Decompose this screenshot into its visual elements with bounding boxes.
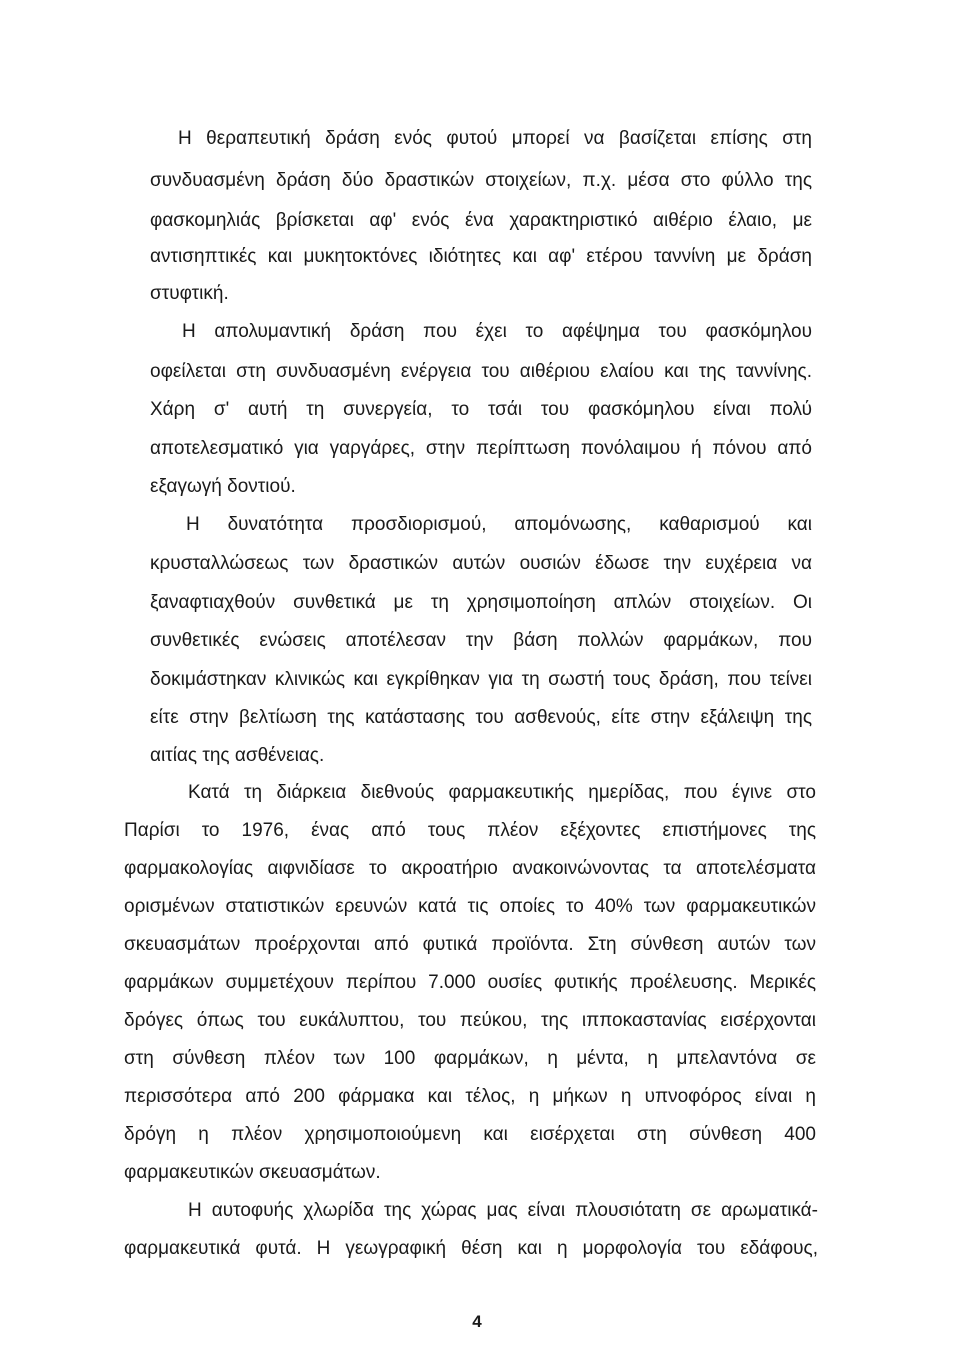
paragraph-line: στυφτική. bbox=[150, 283, 229, 304]
paragraph-line: ορισμένων στατιστικών ερευνών κατά τις οποίες το 40% των φαρμακευτικών bbox=[124, 896, 816, 917]
paragraph-line: αποτελεσματικό για γαργάρες, στην περίπτωση πονόλαιμου ή πόνου από bbox=[150, 438, 812, 459]
paragraph-line: δρόγες όπως του ευκάλυπτου, του πεύκου, της ιπποκαστανίας εισέρχονται bbox=[124, 1010, 816, 1031]
paragraph-line: φαρμακευτικών σκευασμάτων. bbox=[124, 1162, 381, 1183]
paragraph-line: Χάρη σ' αυτή τη συνεργεία, το τσάι του φασκόμηλου είναι πολύ bbox=[150, 399, 812, 420]
paragraph-line: περισσότερα από 200 φάρμακα και τέλος, η μήκων η υπνοφόρος είναι η bbox=[124, 1086, 816, 1107]
paragraph-line: είτε στην βελτίωση της κατάστασης του ασθενούς, είτε στην εξάλειψη της bbox=[150, 707, 812, 728]
paragraph-line: Κατά τη διάρκεια διεθνούς φαρμακευτικής ημερίδας, που έγινε στο bbox=[188, 782, 816, 803]
paragraph-line: Η αυτοφυής χλωρίδα της χώρας μας είναι πλουσιότατη σε αρωματικά- bbox=[188, 1200, 818, 1221]
paragraph-line: συνθετικές ενώσεις αποτέλεσαν την βάση πολλών φαρμάκων, που bbox=[150, 630, 812, 651]
paragraph-line: Η απολυμαντική δράση που έχει το αφέψημα του φασκόμηλου bbox=[182, 321, 812, 342]
paragraph-line: φασκομηλιάς βρίσκεται αφ' ενός ένα χαρακτηριστικό αιθέριο έλαιο, με bbox=[150, 210, 812, 231]
paragraph-line: φαρμάκων συμμετέχουν περίπου 7.000 ουσίες φυτικής προέλευσης. Μερικές bbox=[124, 972, 816, 993]
paragraph-line: Η δυνατότητα προσδιορισμού, απομόνωσης, καθαρισμού και bbox=[186, 514, 812, 535]
paragraph-line: συνδυασμένη δράση δύο δραστικών στοιχείων, π.χ. μέσα στο φύλλο της bbox=[150, 170, 812, 191]
paragraph-line: Παρίσι το 1976, ένας από τους πλέον εξέχοντες επιστήμονες της bbox=[124, 820, 816, 841]
paragraph-line: εξαγωγή δοντιού. bbox=[150, 476, 296, 497]
paragraph-line: φαρμακευτικά φυτά. Η γεωγραφική θέση και η μορφολογία του εδάφους, bbox=[124, 1238, 818, 1259]
paragraph-line: δοκιμάστηκαν κλινικώς και εγκρίθηκαν για τη σωστή τους δράση, που τείνει bbox=[150, 669, 812, 690]
paragraph-line: αντισηπτικές και μυκητοκτόνες ιδιότητες και αφ' ετέρου ταννίνη με δράση bbox=[150, 246, 812, 267]
paragraph-line: φαρμακολογίας αιφνιδίασε το ακροατήριο ανακοινώνοντας τα αποτελέσματα bbox=[124, 858, 816, 879]
paragraph-line: ξαναφτιαχθούν συνθετικά με τη χρησιμοποίηση απλών στοιχείων. Οι bbox=[150, 592, 812, 613]
paragraph-line: σκευασμάτων προέρχονται από φυτικά προϊόντα. Στη σύνθεση αυτών των bbox=[124, 934, 816, 955]
paragraph-line: κρυσταλλώσεως των δραστικών αυτών ουσιών έδωσε την ευχέρεια να bbox=[150, 553, 812, 574]
paragraph-line: δρόγη η πλέον χρησιμοποιούμενη και εισέρχεται στη σύνθεση 400 bbox=[124, 1124, 816, 1145]
page-number: 4 bbox=[472, 1312, 482, 1331]
paragraph-line: αιτίας της ασθένειας. bbox=[150, 745, 325, 766]
paragraph-line: οφείλεται στη συνδυασμένη ενέργεια του αιθέριου ελαίου και της ταννίνης. bbox=[150, 361, 812, 382]
paragraph-line: Η θεραπευτική δράση ενός φυτού μπορεί να βασίζεται επίσης στη bbox=[178, 128, 812, 149]
paragraph-line: στη σύνθεση πλέον των 100 φαρμάκων, η μέντα, η μπελαντόνα σε bbox=[124, 1048, 816, 1069]
